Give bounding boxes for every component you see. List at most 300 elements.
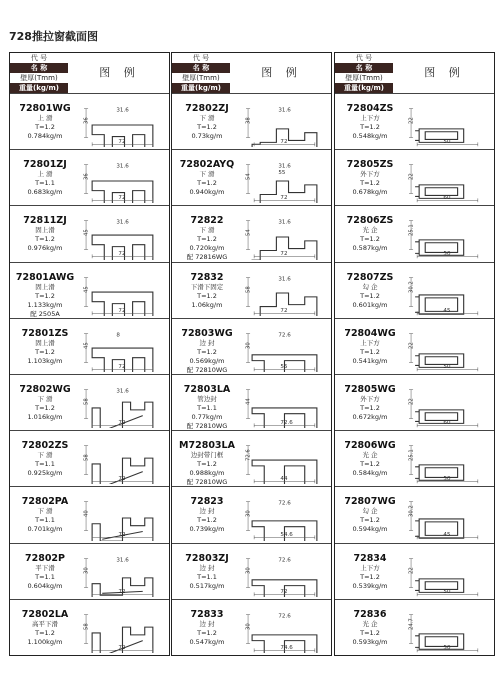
cross-section-svg — [244, 266, 327, 316]
profile-drawing — [82, 378, 165, 428]
profile-spec-line: 0.672kg/m — [352, 413, 388, 421]
profile-spec-line: 边 封 — [199, 507, 215, 516]
dimension-label: 38 — [245, 117, 252, 125]
column-header — [172, 53, 331, 93]
profile-code: 72822 — [190, 215, 224, 227]
profile-row — [335, 318, 494, 375]
header-weight-label: 重量(kg/m) — [335, 83, 393, 93]
profile-spec-line: T=1.2 — [197, 516, 217, 525]
profile-drawing — [244, 266, 327, 316]
profile-spec-line: 平下滑 — [35, 563, 55, 572]
cross-section-svg — [82, 266, 165, 316]
profile-spec-line: T=1.2 — [35, 404, 55, 412]
cross-section-svg — [407, 434, 490, 484]
profile-info — [10, 263, 80, 319]
profile-spec-line: 0.925kg/m — [27, 469, 63, 478]
dimension-label: 25.1 — [408, 449, 415, 462]
profile-drawing — [82, 322, 165, 372]
profile-info — [172, 263, 242, 319]
profile-code: 72802ZJ — [185, 103, 229, 114]
profile-info — [335, 94, 405, 150]
profile-spec-line: 勾 企 — [362, 282, 378, 291]
profile-code: 72802P — [24, 552, 65, 564]
profile-drawing — [407, 378, 490, 428]
profile-drawing — [407, 490, 490, 540]
profile-spec-line: 下 滑 — [37, 395, 53, 403]
profile-row — [10, 430, 169, 487]
profile-code: 72811ZJ — [23, 215, 67, 227]
profile-spec-line: 0.548kg/m — [352, 132, 388, 140]
profile-spec-line: T=1.1 — [35, 572, 55, 581]
profile-spec-line: T=1.1 — [35, 179, 55, 188]
profile-spec-line: 下 滑 — [199, 114, 215, 122]
profile-spec-line: 0.593kg/m — [352, 637, 388, 646]
profile-spec-line: 0.77kg/m — [191, 413, 223, 421]
profile-drawing — [244, 603, 327, 653]
cross-section-svg — [244, 378, 327, 428]
profile-code: 72802WG — [19, 384, 71, 395]
dimension-label: 8 — [116, 332, 120, 339]
profile-row — [172, 205, 331, 262]
profile-row — [335, 149, 494, 206]
profile-code: 72804ZS — [346, 103, 394, 114]
profile-drawing — [407, 547, 490, 597]
profile-spec-line: 0.940kg/m — [189, 188, 225, 197]
dimension-label: 25.1 — [408, 224, 415, 237]
profile-drawing — [244, 209, 327, 259]
dimension-label: 31.6 — [278, 107, 291, 114]
dimension-label: 72.6 — [278, 500, 291, 507]
dimension-label: 72 — [118, 363, 126, 370]
profile-spec-line: T=1.2 — [197, 347, 217, 356]
profile-info — [10, 150, 80, 206]
header-weight-label: 重量(kg/m) — [172, 83, 230, 93]
profile-spec-line: 0.594kg/m — [352, 525, 388, 534]
profile-table-column — [9, 52, 170, 656]
dimension-label: 58 — [83, 454, 90, 462]
profile-row — [10, 318, 169, 375]
profile-spec-line: T=1.2 — [35, 628, 55, 637]
cross-section-svg — [82, 97, 165, 147]
profile-code: 72806ZS — [346, 215, 394, 227]
cross-section-svg — [244, 603, 327, 653]
profile-spec-line: 上下方 — [360, 338, 380, 347]
profile-spec-line: 配 72810WG — [186, 422, 228, 430]
profile-info — [172, 206, 242, 262]
profile-drawing — [244, 153, 327, 203]
profile-spec-line: 配 72810WG — [186, 365, 228, 374]
cross-section-svg — [244, 209, 327, 259]
dimension-label: 60 — [443, 419, 451, 426]
profile-outline — [415, 295, 464, 314]
profile-spec-line: T=1.2 — [360, 291, 380, 300]
profile-row — [172, 543, 331, 600]
profile-spec-line: T=1.2 — [197, 628, 217, 637]
profile-spec-line: T=1.1 — [35, 516, 55, 525]
profile-spec-line: 上 滑 — [37, 114, 53, 122]
cross-section-svg — [244, 322, 327, 372]
dimension-label: 74.6 — [280, 644, 293, 651]
profile-spec-line: 下滑下固定 — [190, 282, 224, 291]
profile-drawing — [82, 266, 165, 316]
dimension-label: 31.6 — [116, 107, 129, 114]
profile-code: 72836 — [353, 608, 387, 620]
profile-info — [335, 431, 405, 487]
profile-code: 72807ZS — [346, 271, 394, 283]
profile-spec-line: 下 滑 — [37, 451, 53, 460]
dimension-label: 31.6 — [116, 219, 129, 226]
profile-table-column — [171, 52, 332, 656]
cross-section-svg — [407, 153, 490, 203]
profile-drawing — [82, 153, 165, 203]
profile-drawing — [82, 97, 165, 147]
profile-table-column — [334, 52, 495, 656]
profile-spec-line: T=1.2 — [360, 179, 380, 188]
dimension-label: 50 — [443, 363, 451, 370]
profile-code: M72803LA — [179, 440, 235, 452]
profile-row — [335, 543, 494, 600]
profile-row — [335, 486, 494, 543]
profile-code: 72803WG — [181, 327, 233, 339]
dimension-label: 72 — [118, 138, 126, 145]
profile-code: 72805ZS — [346, 159, 394, 171]
profile-code: 72801ZJ — [23, 159, 67, 171]
profile-spec-line: 0.584kg/m — [352, 469, 388, 478]
profile-row — [335, 93, 494, 150]
profile-drawing — [244, 97, 327, 147]
profile-code: 72803LA — [183, 384, 231, 395]
dimension-label: 36 — [83, 117, 90, 125]
profile-spec-line: 上 滑 — [37, 170, 53, 179]
profile-spec-line: 0.683kg/m — [27, 188, 63, 197]
profile-code: 72802AYQ — [179, 159, 235, 171]
profile-info — [335, 206, 405, 262]
profile-row — [10, 486, 169, 543]
dimension-label: 58 — [83, 398, 90, 406]
profile-spec-line: T=1.2 — [197, 179, 217, 188]
profile-drawing — [407, 322, 490, 372]
profile-spec-line: 边 封 — [199, 619, 215, 628]
dimension-label: 40 — [83, 510, 90, 518]
dimension-label: 50 — [443, 476, 451, 482]
profile-drawing — [82, 434, 165, 484]
profile-row — [172, 599, 331, 656]
profile-drawing — [244, 322, 327, 372]
profile-outline — [415, 240, 464, 258]
profile-outline — [415, 185, 464, 199]
profile-spec-line: T=1.2 — [360, 460, 380, 469]
column-header — [335, 53, 494, 93]
profile-code: 72805WG — [344, 384, 396, 395]
profile-spec-line: 1.016kg/m — [27, 413, 63, 421]
profile-outline — [415, 578, 464, 592]
profile-spec-line: 1.100kg/m — [27, 637, 63, 646]
profile-spec-line: 光 企 — [362, 451, 378, 460]
profile-spec-line: 0.784kg/m — [27, 132, 63, 140]
profile-spec-line: 0.720kg/m — [189, 244, 225, 253]
profile-code: 72803ZJ — [185, 552, 229, 564]
header-legend-label: 图 例 — [99, 66, 140, 79]
cross-section-svg — [82, 603, 165, 653]
cross-section-svg — [407, 209, 490, 259]
profile-row — [10, 205, 169, 262]
profile-drawing — [407, 209, 490, 259]
dimension-label: 72 — [118, 644, 126, 651]
profile-info — [10, 375, 80, 431]
profile-info — [335, 487, 405, 543]
profile-code: 72833 — [190, 608, 224, 620]
profile-spec-line: 下 滑 — [199, 170, 215, 179]
profile-spec-line: 勾 企 — [362, 507, 378, 516]
profile-info — [172, 94, 242, 150]
profile-spec-line: 1.103kg/m — [27, 356, 63, 365]
dimension-label: 30.2 — [408, 505, 415, 518]
header-code-label: 代 号 — [172, 53, 230, 63]
profile-spec-line: 下 滑 — [199, 226, 215, 235]
dimension-label: 72.6 — [278, 557, 291, 564]
cross-section-svg — [407, 266, 490, 316]
dimension-label: 72 — [280, 138, 288, 145]
profile-spec-line: 0.739kg/m — [189, 525, 225, 534]
profile-spec-line: T=1.2 — [360, 572, 380, 581]
dimension-label: 55 — [280, 363, 288, 370]
cross-section-svg — [82, 490, 165, 540]
profile-code: 72823 — [190, 496, 224, 508]
dimension-label: 72 — [280, 307, 288, 314]
profile-outline — [415, 410, 464, 424]
cross-section-svg — [407, 603, 490, 653]
profile-spec-line: 0.547kg/m — [189, 637, 225, 646]
dimension-label: 44 — [280, 476, 288, 482]
profile-spec-line: T=1.2 — [197, 123, 217, 131]
dimension-label: 31.6 — [278, 163, 291, 170]
dimension-label: 31.6 — [278, 276, 291, 283]
profile-code: 72832 — [190, 271, 224, 283]
cross-section-svg — [244, 434, 327, 484]
profile-row — [172, 93, 331, 150]
header-name-label: 名 称 — [172, 63, 230, 73]
dimension-label: 30 — [245, 510, 252, 518]
cross-section-svg — [244, 490, 327, 540]
dimension-label: 24.7 — [408, 618, 415, 630]
dimension-label: 45 — [83, 285, 90, 293]
dimension-label: 58 — [83, 623, 90, 630]
cross-section-svg — [82, 209, 165, 259]
profile-row — [10, 374, 169, 431]
profile-code: 72802PA — [21, 496, 69, 508]
dimension-label: 45 — [83, 342, 90, 349]
dimension-label: 22 — [408, 173, 415, 181]
profile-spec-line: T=1.2 — [35, 347, 55, 356]
profile-spec-line: 光 企 — [362, 226, 378, 235]
dimension-label: 72 — [118, 588, 126, 595]
header-thickness-label: 壁厚(Tmm) — [10, 73, 68, 83]
profile-drawing — [82, 547, 165, 597]
dimension-label: 54 — [245, 173, 252, 181]
dimension-label: 72.6 — [278, 613, 291, 620]
profile-code: 72806WG — [344, 440, 396, 452]
profile-spec-line: 0.587kg/m — [352, 244, 388, 253]
header-legend-label: 图 例 — [424, 66, 465, 79]
profile-spec-line: T=1.2 — [35, 291, 55, 300]
cross-section-svg — [82, 434, 165, 484]
profile-row — [10, 599, 169, 656]
profile-spec-line: 0.601kg/m — [352, 300, 388, 309]
profile-spec-line: 配 72816WG — [186, 253, 228, 262]
dimension-label: 22 — [408, 566, 415, 574]
profile-row — [10, 149, 169, 206]
profile-spec-line: 上下方 — [360, 563, 380, 572]
profile-drawing — [82, 603, 165, 653]
profile-spec-line: 0.517kg/m — [189, 581, 225, 590]
profile-row — [172, 318, 331, 375]
profile-info — [172, 150, 242, 206]
profile-info — [172, 487, 242, 543]
profile-row — [172, 374, 331, 431]
profile-spec-line: T=1.1 — [197, 572, 217, 581]
profile-drawing — [244, 547, 327, 597]
cross-section-svg — [244, 97, 327, 147]
profile-spec-line: 高平下滑 — [32, 619, 58, 628]
dimension-label: 72 — [118, 307, 126, 314]
cross-section-svg — [244, 153, 327, 203]
dimension-label: 30 — [245, 623, 252, 630]
cross-section-svg — [82, 547, 165, 597]
profile-spec-line: 外下方 — [360, 395, 380, 403]
profile-outline — [415, 354, 464, 368]
profile-info — [335, 544, 405, 600]
profile-spec-line: 下 滑 — [37, 507, 53, 516]
dimension-label: 60 — [443, 195, 451, 201]
dimension-label: 30 — [83, 566, 90, 574]
profile-drawing — [407, 266, 490, 316]
dimension-label: 50 — [443, 588, 451, 595]
dimension-label: 45 — [443, 532, 451, 539]
dimension-label: 50 — [443, 138, 451, 145]
dimension-label: 72 — [118, 476, 126, 482]
profile-spec-line: 0.569kg/m — [189, 356, 225, 365]
cross-section-svg — [407, 490, 490, 540]
profile-spec-line: 固上滑 — [35, 282, 55, 291]
profile-outline — [415, 634, 464, 649]
profile-row — [172, 430, 331, 487]
header-thickness-label: 壁厚(Tmm) — [335, 73, 393, 83]
dimension-label: 72.6 — [280, 419, 293, 426]
profile-info — [335, 319, 405, 375]
profile-info — [172, 431, 242, 487]
profile-row — [335, 262, 494, 319]
profile-info — [172, 600, 242, 656]
profile-info — [10, 487, 80, 543]
profile-drawing — [407, 97, 490, 147]
profile-drawing — [244, 434, 327, 484]
profile-row — [10, 543, 169, 600]
profile-spec-line: 固上滑 — [35, 226, 55, 235]
dimension-label: 72 — [118, 251, 126, 258]
dimension-label: 30 — [245, 342, 252, 349]
profile-info — [10, 544, 80, 600]
dimension-label: 44 — [245, 398, 252, 406]
page-title: 728推拉窗截面图 — [9, 30, 98, 43]
profile-drawing — [82, 209, 165, 259]
cross-section-svg — [407, 547, 490, 597]
column-header — [10, 53, 169, 93]
profile-spec-line: T=1.2 — [360, 235, 380, 244]
cross-section-svg — [82, 378, 165, 428]
profile-info — [335, 375, 405, 431]
profile-drawing — [407, 153, 490, 203]
profile-spec-line: T=1.2 — [35, 235, 55, 244]
profile-code: 72807WG — [344, 496, 396, 508]
profile-code: 72834 — [353, 552, 387, 564]
profile-spec-line: 边 封 — [199, 338, 215, 347]
profile-row — [10, 93, 169, 150]
profile-info — [335, 150, 405, 206]
profile-code: 72802ZS — [21, 440, 69, 452]
header-name-label: 名 称 — [10, 63, 68, 73]
profile-row — [172, 149, 331, 206]
profile-spec-line: T=1.1 — [197, 404, 217, 412]
profile-info — [172, 375, 242, 431]
profile-spec-line: 0.73kg/m — [191, 132, 223, 140]
profile-row — [172, 486, 331, 543]
profile-spec-line: 边 封 — [199, 563, 215, 572]
profile-drawing — [82, 490, 165, 540]
profile-outline — [415, 519, 464, 538]
profile-spec-line: 固上滑 — [35, 338, 55, 347]
profile-row — [335, 205, 494, 262]
profile-code: 72801ZS — [21, 327, 69, 339]
profile-spec-line: 边封带门框 — [190, 451, 224, 460]
profile-info — [172, 544, 242, 600]
profile-spec-line: 0.988kg/m — [189, 469, 225, 478]
profile-spec-line: 配 2505A — [30, 309, 60, 318]
profile-drawing — [407, 603, 490, 653]
dimension-label: 72 — [118, 195, 126, 201]
header-weight-label: 重量(kg/m) — [10, 83, 68, 93]
header-code-label: 代 号 — [335, 53, 393, 63]
profile-row — [335, 374, 494, 431]
profile-spec-line: 光 企 — [362, 619, 378, 628]
profile-info — [10, 94, 80, 150]
header-thickness-label: 壁厚(Tmm) — [172, 73, 230, 83]
dimension-label: 36 — [83, 173, 90, 181]
dimension-label: 54 — [245, 229, 252, 237]
profile-row — [335, 599, 494, 656]
profile-info — [10, 319, 80, 375]
cross-section-svg — [82, 153, 165, 203]
profile-spec-line: T=1.2 — [197, 235, 217, 244]
profile-spec-line: 0.604kg/m — [27, 581, 63, 590]
profile-spec-line: T=1.1 — [35, 460, 55, 469]
dimension-label: 30 — [245, 566, 252, 574]
dimension-label: 31.6 — [278, 219, 291, 226]
header-legend-label: 图 例 — [261, 66, 302, 79]
dimension-label: 31.6 — [116, 163, 129, 170]
dimension-label: 72.6 — [278, 332, 291, 339]
dimension-label: 22 — [408, 398, 415, 406]
header-name-label: 名 称 — [335, 63, 393, 73]
profile-spec-line: T=1.2 — [35, 123, 55, 131]
dimension-label: 72 — [280, 251, 288, 258]
profile-code: 72804WG — [344, 327, 396, 339]
profile-code: 72801WG — [19, 103, 71, 114]
profile-spec-line: 1.133kg/m — [27, 300, 63, 309]
profile-row — [335, 430, 494, 487]
dimension-label: 31.6 — [116, 557, 129, 564]
profile-outline — [415, 465, 464, 480]
dimension-label: 30.2 — [408, 280, 415, 293]
